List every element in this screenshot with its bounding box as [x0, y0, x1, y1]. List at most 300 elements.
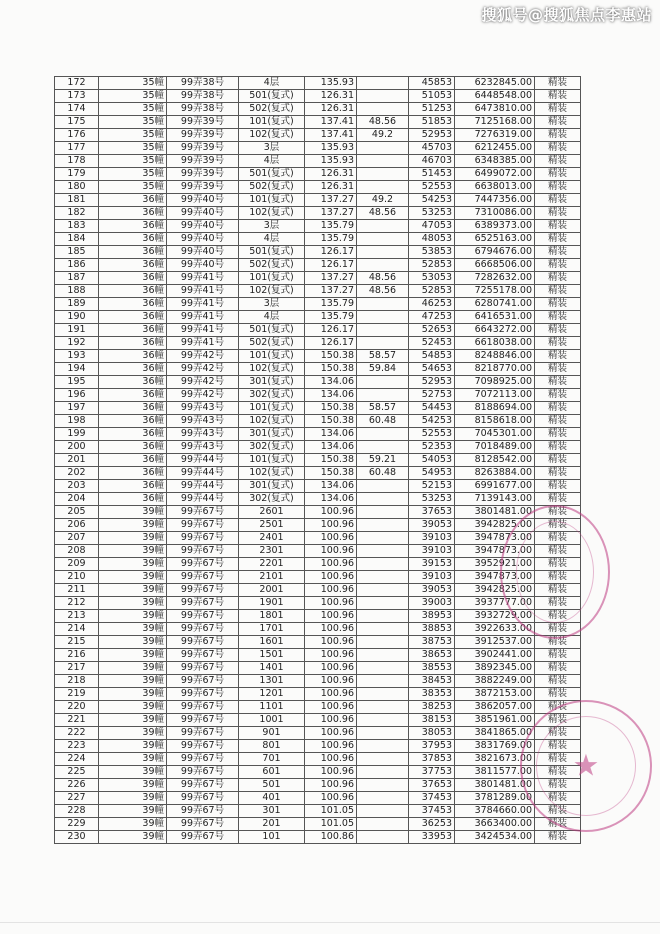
- cell-price: 54653: [409, 363, 455, 376]
- cell-area: 126.31: [305, 90, 357, 103]
- table-row: [55, 402, 581, 415]
- cell-area: 135.79: [305, 298, 357, 311]
- cell-inner: [357, 246, 409, 259]
- cell-inner: [357, 298, 409, 311]
- cell-room: 102(复式): [239, 467, 305, 480]
- table-row: [55, 454, 581, 467]
- cell-total: 3947873.00: [455, 571, 535, 584]
- cell-decor: 精装: [535, 467, 581, 480]
- cell-price: 52653: [409, 324, 455, 337]
- cell-inner: [357, 675, 409, 688]
- cell-lane: 99弄39号: [167, 142, 239, 155]
- cell-room: 101(复式): [239, 116, 305, 129]
- cell-area: 150.38: [305, 454, 357, 467]
- table-row: [55, 415, 581, 428]
- cell-building: 36幢: [99, 194, 167, 207]
- cell-total: 6638013.00: [455, 181, 535, 194]
- cell-area: 126.31: [305, 168, 357, 181]
- cell-building: 39幢: [99, 740, 167, 753]
- cell-total: 8158618.00: [455, 415, 535, 428]
- cell-lane: 99弄67号: [167, 662, 239, 675]
- cell-inner: [357, 649, 409, 662]
- cell-inner: [357, 623, 409, 636]
- table-row: [55, 779, 581, 792]
- cell-decor: 精装: [535, 805, 581, 818]
- cell-room: 302(复式): [239, 389, 305, 402]
- cell-no: 173: [55, 90, 99, 103]
- cell-no: 179: [55, 168, 99, 181]
- cell-building: 39幢: [99, 818, 167, 831]
- cell-total: 7447356.00: [455, 194, 535, 207]
- cell-area: 100.96: [305, 714, 357, 727]
- cell-lane: 99弄67号: [167, 623, 239, 636]
- cell-no: 197: [55, 402, 99, 415]
- table-row: [55, 116, 581, 129]
- cell-lane: 99弄39号: [167, 181, 239, 194]
- cell-inner: [357, 597, 409, 610]
- cell-room: 2001: [239, 584, 305, 597]
- cell-decor: 精装: [535, 454, 581, 467]
- cell-room: 102(复式): [239, 129, 305, 142]
- cell-no: 209: [55, 558, 99, 571]
- cell-room: 1501: [239, 649, 305, 662]
- cell-room: 102(复式): [239, 415, 305, 428]
- cell-room: 301(复式): [239, 480, 305, 493]
- cell-price: 45703: [409, 142, 455, 155]
- cell-price: 54253: [409, 194, 455, 207]
- table-row: [55, 701, 581, 714]
- cell-building: 36幢: [99, 454, 167, 467]
- cell-no: 216: [55, 649, 99, 662]
- cell-lane: 99弄41号: [167, 324, 239, 337]
- cell-total: 7276319.00: [455, 129, 535, 142]
- cell-no: 213: [55, 610, 99, 623]
- table-row: [55, 324, 581, 337]
- cell-inner: [357, 220, 409, 233]
- table-row: [55, 155, 581, 168]
- cell-area: 150.38: [305, 415, 357, 428]
- cell-inner: [357, 545, 409, 558]
- cell-no: 225: [55, 766, 99, 779]
- cell-price: 38253: [409, 701, 455, 714]
- cell-no: 200: [55, 441, 99, 454]
- cell-lane: 99弄41号: [167, 272, 239, 285]
- cell-decor: 精装: [535, 610, 581, 623]
- cell-total: 3811577.00: [455, 766, 535, 779]
- cell-total: 6991677.00: [455, 480, 535, 493]
- cell-area: 134.06: [305, 441, 357, 454]
- table-row: [55, 363, 581, 376]
- cell-no: 190: [55, 311, 99, 324]
- cell-lane: 99弄38号: [167, 90, 239, 103]
- cell-no: 177: [55, 142, 99, 155]
- cell-decor: 精装: [535, 181, 581, 194]
- cell-inner: [357, 779, 409, 792]
- cell-lane: 99弄67号: [167, 558, 239, 571]
- company-seal-stamp: [500, 505, 610, 639]
- cell-building: 36幢: [99, 402, 167, 415]
- cell-lane: 99弄39号: [167, 129, 239, 142]
- cell-total: 7098925.00: [455, 376, 535, 389]
- cell-decor: 精装: [535, 376, 581, 389]
- cell-room: 1101: [239, 701, 305, 714]
- cell-total: 3841865.00: [455, 727, 535, 740]
- cell-room: 101(复式): [239, 350, 305, 363]
- cell-decor: 精装: [535, 116, 581, 129]
- cell-area: 100.96: [305, 545, 357, 558]
- cell-price: 37653: [409, 506, 455, 519]
- cell-no: 205: [55, 506, 99, 519]
- cell-no: 181: [55, 194, 99, 207]
- table-row: [55, 480, 581, 493]
- table-row: [55, 766, 581, 779]
- cell-total: 3902441.00: [455, 649, 535, 662]
- cell-total: 6212455.00: [455, 142, 535, 155]
- cell-lane: 99弄43号: [167, 415, 239, 428]
- table-row: [55, 818, 581, 831]
- cell-lane: 99弄67号: [167, 688, 239, 701]
- cell-building: 36幢: [99, 272, 167, 285]
- table-row: [55, 792, 581, 805]
- cell-decor: 精装: [535, 519, 581, 532]
- table-row: [55, 350, 581, 363]
- cell-area: 137.27: [305, 272, 357, 285]
- cell-inner: [357, 506, 409, 519]
- cell-decor: 精装: [535, 311, 581, 324]
- cell-total: 3947873.00: [455, 545, 535, 558]
- cell-building: 36幢: [99, 259, 167, 272]
- cell-price: 37953: [409, 740, 455, 753]
- cell-price: 54253: [409, 415, 455, 428]
- cell-area: 126.31: [305, 181, 357, 194]
- cell-inner: [357, 90, 409, 103]
- cell-area: 101.05: [305, 805, 357, 818]
- cell-price: 38053: [409, 727, 455, 740]
- cell-area: 150.38: [305, 467, 357, 480]
- cell-no: 198: [55, 415, 99, 428]
- cell-decor: 精装: [535, 623, 581, 636]
- cell-total: 3821673.00: [455, 753, 535, 766]
- cell-building: 39幢: [99, 701, 167, 714]
- cell-area: 135.93: [305, 142, 357, 155]
- cell-building: 39幢: [99, 532, 167, 545]
- cell-decor: 精装: [535, 779, 581, 792]
- table-row: [55, 636, 581, 649]
- cell-no: 172: [55, 77, 99, 90]
- cell-room: 601: [239, 766, 305, 779]
- table-row: [55, 194, 581, 207]
- cell-inner: [357, 493, 409, 506]
- cell-area: 126.17: [305, 246, 357, 259]
- cell-total: 7125168.00: [455, 116, 535, 129]
- cell-room: 901: [239, 727, 305, 740]
- cell-decor: 精装: [535, 298, 581, 311]
- cell-room: 101(复式): [239, 402, 305, 415]
- table-row: [55, 610, 581, 623]
- cell-no: 174: [55, 103, 99, 116]
- cell-no: 194: [55, 363, 99, 376]
- cell-lane: 99弄38号: [167, 103, 239, 116]
- cell-decor: 精装: [535, 155, 581, 168]
- cell-no: 195: [55, 376, 99, 389]
- cell-area: 100.96: [305, 779, 357, 792]
- cell-no: 206: [55, 519, 99, 532]
- cell-total: 6643272.00: [455, 324, 535, 337]
- cell-inner: [357, 77, 409, 90]
- cell-price: 46703: [409, 155, 455, 168]
- cell-decor: 精装: [535, 168, 581, 181]
- cell-building: 36幢: [99, 389, 167, 402]
- cell-total: 3912537.00: [455, 636, 535, 649]
- cell-lane: 99弄67号: [167, 818, 239, 831]
- cell-area: 135.79: [305, 233, 357, 246]
- cell-price: 38353: [409, 688, 455, 701]
- cell-no: 227: [55, 792, 99, 805]
- cell-price: 52753: [409, 389, 455, 402]
- cell-no: 211: [55, 584, 99, 597]
- cell-building: 36幢: [99, 220, 167, 233]
- cell-lane: 99弄67号: [167, 727, 239, 740]
- cell-no: 226: [55, 779, 99, 792]
- cell-price: 36253: [409, 818, 455, 831]
- cell-inner: 48.56: [357, 116, 409, 129]
- cell-building: 39幢: [99, 584, 167, 597]
- cell-building: 39幢: [99, 636, 167, 649]
- cell-price: 51853: [409, 116, 455, 129]
- cell-price: 38953: [409, 610, 455, 623]
- cell-room: 102(复式): [239, 207, 305, 220]
- table-row: [55, 298, 581, 311]
- cell-building: 35幢: [99, 181, 167, 194]
- cell-area: 135.79: [305, 311, 357, 324]
- cell-inner: [357, 532, 409, 545]
- cell-building: 39幢: [99, 558, 167, 571]
- cell-no: 222: [55, 727, 99, 740]
- cell-area: 100.96: [305, 740, 357, 753]
- table-row: [55, 831, 581, 844]
- cell-room: 501(复式): [239, 246, 305, 259]
- table-row: [55, 259, 581, 272]
- cell-inner: [357, 792, 409, 805]
- cell-decor: 精装: [535, 194, 581, 207]
- cell-inner: 58.57: [357, 350, 409, 363]
- cell-room: 4层: [239, 233, 305, 246]
- cell-no: 218: [55, 675, 99, 688]
- cell-area: 100.96: [305, 792, 357, 805]
- cell-lane: 99弄67号: [167, 649, 239, 662]
- cell-decor: 精装: [535, 597, 581, 610]
- cell-area: 100.96: [305, 766, 357, 779]
- cell-lane: 99弄67号: [167, 506, 239, 519]
- cell-no: 214: [55, 623, 99, 636]
- cell-area: 126.31: [305, 103, 357, 116]
- cell-building: 39幢: [99, 571, 167, 584]
- cell-lane: 99弄40号: [167, 259, 239, 272]
- cell-area: 100.86: [305, 831, 357, 844]
- cell-price: 37853: [409, 753, 455, 766]
- cell-no: 223: [55, 740, 99, 753]
- cell-price: 39103: [409, 545, 455, 558]
- cell-building: 35幢: [99, 155, 167, 168]
- cell-building: 39幢: [99, 831, 167, 844]
- cell-room: 1901: [239, 597, 305, 610]
- cell-inner: [357, 480, 409, 493]
- cell-price: 37453: [409, 805, 455, 818]
- cell-area: 100.96: [305, 623, 357, 636]
- cell-no: 178: [55, 155, 99, 168]
- cell-lane: 99弄42号: [167, 376, 239, 389]
- cell-total: 6280741.00: [455, 298, 535, 311]
- cell-decor: 精装: [535, 831, 581, 844]
- cell-building: 36幢: [99, 363, 167, 376]
- cell-inner: [357, 727, 409, 740]
- cell-no: 224: [55, 753, 99, 766]
- cell-room: 2401: [239, 532, 305, 545]
- cell-room: 1301: [239, 675, 305, 688]
- cell-building: 36幢: [99, 428, 167, 441]
- cell-decor: 精装: [535, 142, 581, 155]
- table-row: [55, 662, 581, 675]
- cell-total: 3663400.00: [455, 818, 535, 831]
- cell-room: 101(复式): [239, 194, 305, 207]
- table-row: [55, 129, 581, 142]
- cell-decor: 精装: [535, 337, 581, 350]
- cell-decor: 精装: [535, 662, 581, 675]
- table-row: [55, 493, 581, 506]
- cell-total: 3872153.00: [455, 688, 535, 701]
- cell-building: 35幢: [99, 103, 167, 116]
- cell-no: 221: [55, 714, 99, 727]
- table-row: [55, 103, 581, 116]
- cell-price: 51053: [409, 90, 455, 103]
- cell-total: 3932729.00: [455, 610, 535, 623]
- cell-no: 199: [55, 428, 99, 441]
- cell-decor: 精装: [535, 350, 581, 363]
- cell-price: 53853: [409, 246, 455, 259]
- cell-building: 35幢: [99, 90, 167, 103]
- cell-decor: 精装: [535, 493, 581, 506]
- cell-room: 502(复式): [239, 337, 305, 350]
- cell-inner: 60.48: [357, 467, 409, 480]
- cell-inner: [357, 688, 409, 701]
- cell-decor: 精装: [535, 792, 581, 805]
- cell-price: 39053: [409, 584, 455, 597]
- cell-inner: [357, 155, 409, 168]
- cell-price: 38653: [409, 649, 455, 662]
- cell-building: 39幢: [99, 519, 167, 532]
- cell-no: 186: [55, 259, 99, 272]
- cell-inner: [357, 259, 409, 272]
- cell-lane: 99弄67号: [167, 701, 239, 714]
- cell-building: 35幢: [99, 129, 167, 142]
- cell-total: 3784660.00: [455, 805, 535, 818]
- cell-lane: 99弄40号: [167, 207, 239, 220]
- cell-building: 36幢: [99, 415, 167, 428]
- cell-room: 3层: [239, 220, 305, 233]
- cell-building: 39幢: [99, 753, 167, 766]
- cell-room: 401: [239, 792, 305, 805]
- cell-price: 54853: [409, 350, 455, 363]
- cell-lane: 99弄39号: [167, 155, 239, 168]
- cell-no: 183: [55, 220, 99, 233]
- cell-price: 38553: [409, 662, 455, 675]
- cell-price: 52953: [409, 129, 455, 142]
- cell-area: 137.27: [305, 194, 357, 207]
- cell-inner: [357, 324, 409, 337]
- table-row: [55, 688, 581, 701]
- cell-total: 3801481.00: [455, 506, 535, 519]
- cell-decor: 精装: [535, 675, 581, 688]
- cell-total: 3831769.00: [455, 740, 535, 753]
- cell-no: 189: [55, 298, 99, 311]
- cell-room: 502(复式): [239, 103, 305, 116]
- cell-lane: 99弄41号: [167, 285, 239, 298]
- cell-no: 193: [55, 350, 99, 363]
- cell-room: 501(复式): [239, 324, 305, 337]
- cell-lane: 99弄38号: [167, 77, 239, 90]
- price-table: [54, 76, 581, 844]
- cell-room: 302(复式): [239, 441, 305, 454]
- cell-decor: 精装: [535, 545, 581, 558]
- cell-area: 100.96: [305, 675, 357, 688]
- table-row: [55, 272, 581, 285]
- cell-no: 217: [55, 662, 99, 675]
- cell-price: 51453: [409, 168, 455, 181]
- cell-inner: [357, 818, 409, 831]
- cell-decor: 精装: [535, 207, 581, 220]
- cell-building: 39幢: [99, 766, 167, 779]
- cell-area: 135.79: [305, 220, 357, 233]
- cell-lane: 99弄67号: [167, 610, 239, 623]
- cell-total: 6525163.00: [455, 233, 535, 246]
- cell-inner: [357, 181, 409, 194]
- cell-total: 7282632.00: [455, 272, 535, 285]
- cell-total: 7139143.00: [455, 493, 535, 506]
- cell-inner: [357, 701, 409, 714]
- cell-no: 182: [55, 207, 99, 220]
- cell-decor: 精装: [535, 532, 581, 545]
- cell-area: 100.96: [305, 571, 357, 584]
- cell-decor: 精装: [535, 480, 581, 493]
- cell-no: 215: [55, 636, 99, 649]
- cell-price: 54453: [409, 402, 455, 415]
- cell-room: 2601: [239, 506, 305, 519]
- table-row: [55, 389, 581, 402]
- cell-no: 175: [55, 116, 99, 129]
- cell-decor: 精装: [535, 428, 581, 441]
- cell-area: 134.06: [305, 493, 357, 506]
- cell-area: 100.96: [305, 519, 357, 532]
- cell-building: 36幢: [99, 493, 167, 506]
- cell-no: 176: [55, 129, 99, 142]
- cell-area: 134.06: [305, 389, 357, 402]
- cell-room: 101(复式): [239, 272, 305, 285]
- cell-building: 36幢: [99, 246, 167, 259]
- cell-area: 100.96: [305, 597, 357, 610]
- table-row: [55, 376, 581, 389]
- cell-no: 196: [55, 389, 99, 402]
- table-row: [55, 519, 581, 532]
- cell-building: 39幢: [99, 545, 167, 558]
- table-row: [55, 623, 581, 636]
- table-row: [55, 233, 581, 246]
- cell-total: 7072113.00: [455, 389, 535, 402]
- cell-inner: [357, 441, 409, 454]
- cell-area: 101.05: [305, 818, 357, 831]
- table-row: [55, 532, 581, 545]
- cell-area: 134.06: [305, 428, 357, 441]
- cell-price: 33953: [409, 831, 455, 844]
